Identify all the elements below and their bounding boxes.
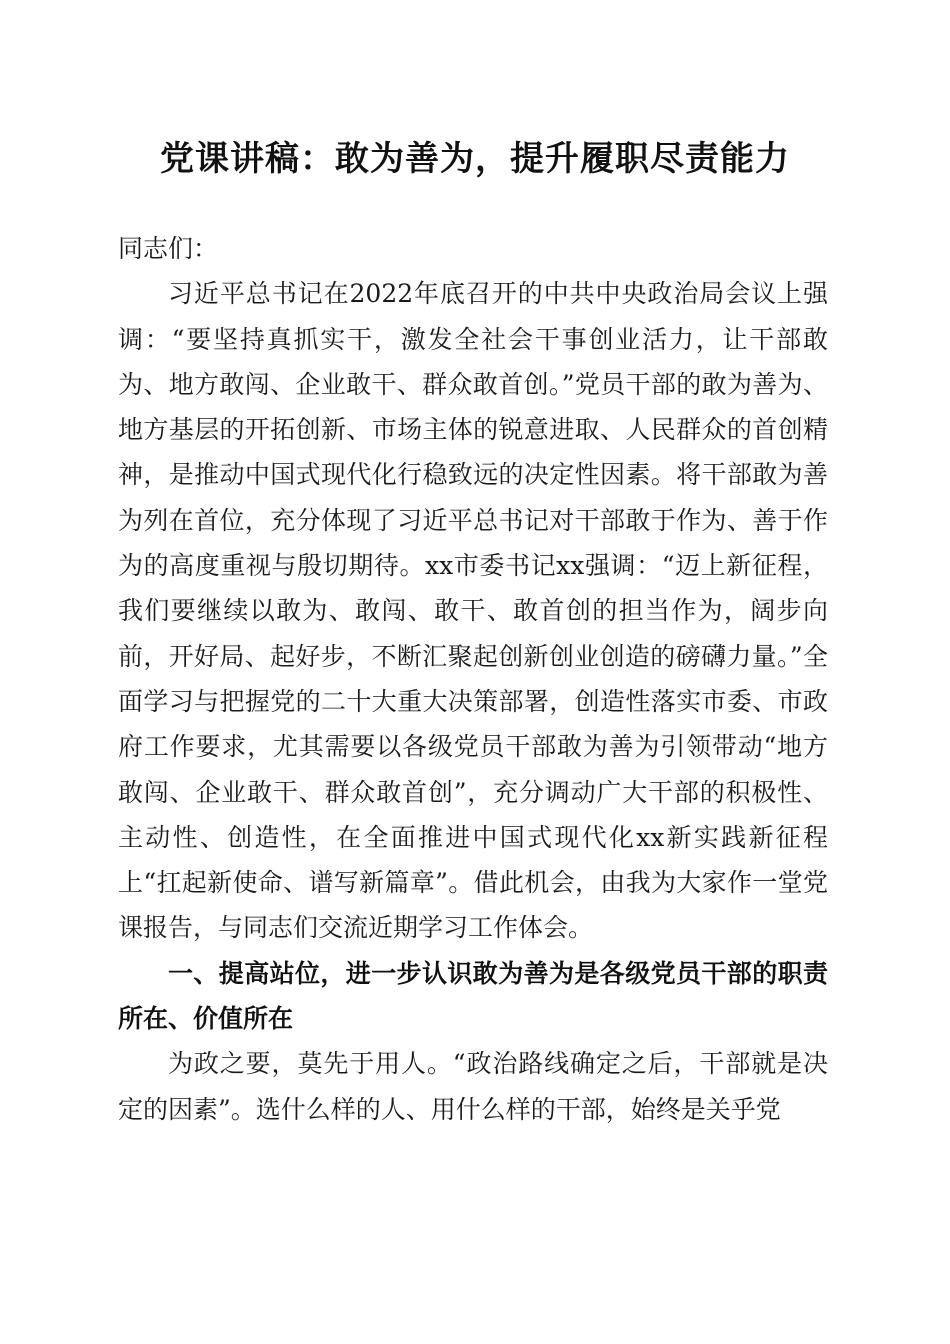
section-heading-1: 一、提高站位，进一步认识敢为善为是各级党员干部的职责所在、价值所在 — [118, 958, 828, 1034]
document-body — [118, 226, 828, 1132]
paragraph-intro: 习近平总书记在2022年底召开的中共中央政治局会议上强调：“要坚持真抓实干，激发全社会干事创业活力，让干部敢为、地方敢闯、企业敢干、群众敢首创。”党员干部的敢为善为、地方基层的开拓创新、市场主体的锐意进取、人民群众的首创精神，是推动中国式现代化行稳致远的决定性因素。将干部敢为善为列在首位，充分体现了习近平总书记对干部敢于作为、善于作为的高度重视与殷切期待。xx市委书记xx强调：“迈上新征程，我们要继续以敢为、敢闯、敢干、敢首创的担当作为，阔步向前，开好局、起好步，不断汇聚起创新创业创造的磅礴力量。”全面学习与把握党的二十大重大决策部署，创造性落实市委、市政府工作要求，尤其需要以各级党员干部敢为善为引领带动“地方敢闯、企业敢干、群众敢首创”，充分调动广大干部的积极性、主动性、创造性，在全面推进中国式现代化xx新实践新征程上“扛起新使命、谱写新篇章”。借此机会，由我为大家作一堂党课报告，与同志们交流近期学习工作体会。 — [118, 279, 828, 943]
paragraph-section-1: 为政之要，莫先于用人。“政治路线确定之后，干部就是决定的因素”。选什么样的人、用什么样的干部，始终是关乎党 — [118, 1049, 828, 1124]
salutation: 同志们： — [118, 234, 219, 263]
document-title: 党课讲稿：敢为善为，提升履职尽责能力 — [160, 139, 790, 179]
